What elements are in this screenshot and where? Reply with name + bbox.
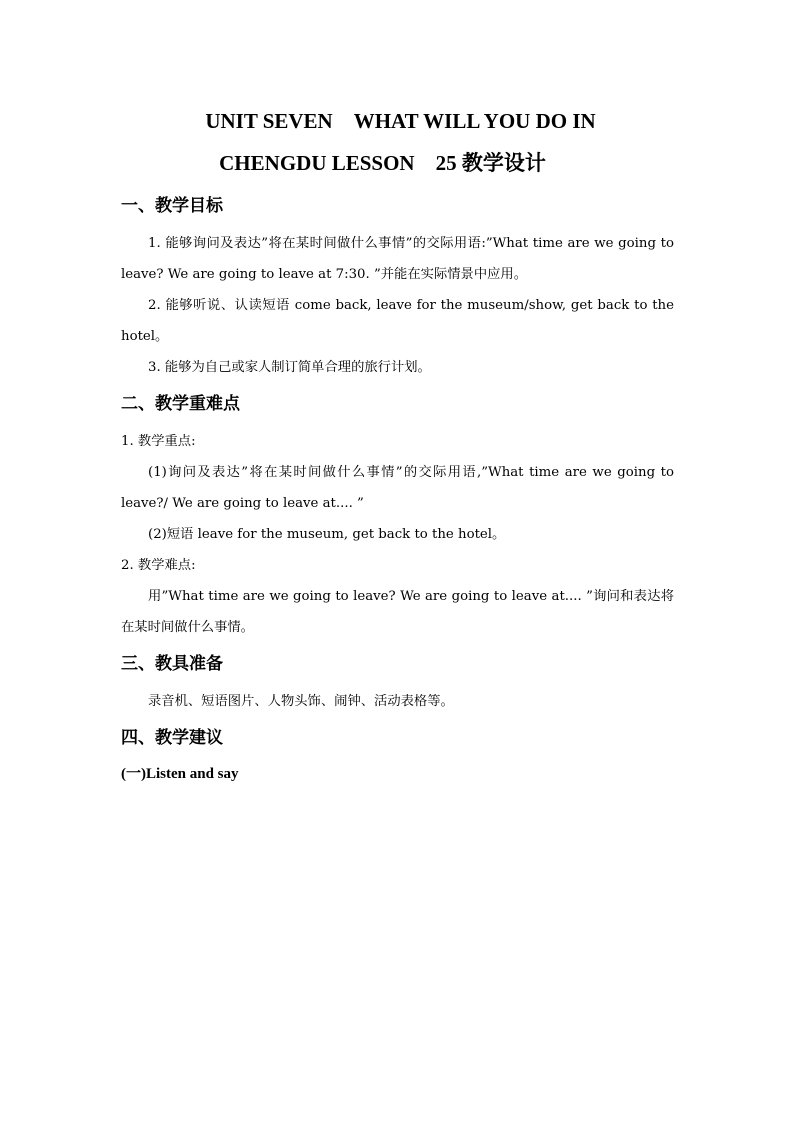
- document-title: [121, 100, 674, 184]
- subsection-listen-and-say: (一)Listen and say: [121, 766, 239, 782]
- objective-item-2: 2. 能够听说、认读短语 come back, leave for the museum/show, get back to the hotel。: [121, 298, 674, 344]
- document-page: [121, 100, 674, 786]
- objective-item-3: 3. 能够为自己或家人制订简单合理的旅行计划。: [148, 360, 431, 375]
- difficult-points-label: 2. 教学难点:: [121, 558, 196, 573]
- section-heading-objectives: 一、教学目标: [121, 196, 223, 216]
- key-point-item-1: (1)询问及表达”将在某时间做什么事情”的交际用语,”What time are we going to leave?/ We are going to leave at.... ”: [121, 465, 674, 511]
- section-heading-teaching-suggestions: 四、教学建议: [121, 728, 223, 748]
- objective-item-1: 1. 能够询问及表达”将在某时间做什么事情”的交际用语:”What time are we going to leave? We are going to leave at 7:30. ”并能在实际情景中应用。: [121, 236, 674, 282]
- title-line-1: UNIT SEVEN WHAT WILL YOU DO IN: [205, 109, 596, 133]
- teaching-aids-text: 录音机、短语图片、人物头饰、闹钟、活动表格等。: [148, 694, 454, 709]
- section-heading-teaching-aids: 三、教具准备: [121, 654, 223, 674]
- difficult-point-text: 用”What time are we going to leave? We are going to leave at.... ”询问和表达将在某时间做什么事情。: [121, 589, 674, 635]
- title-line-2: CHENGDU LESSON 25 教学设计: [219, 151, 546, 175]
- section-heading-key-difficult-points: 二、教学重难点: [121, 394, 240, 414]
- key-points-label: 1. 教学重点:: [121, 434, 196, 449]
- key-point-item-2: (2)短语 leave for the museum, get back to the hotel。: [148, 527, 506, 542]
